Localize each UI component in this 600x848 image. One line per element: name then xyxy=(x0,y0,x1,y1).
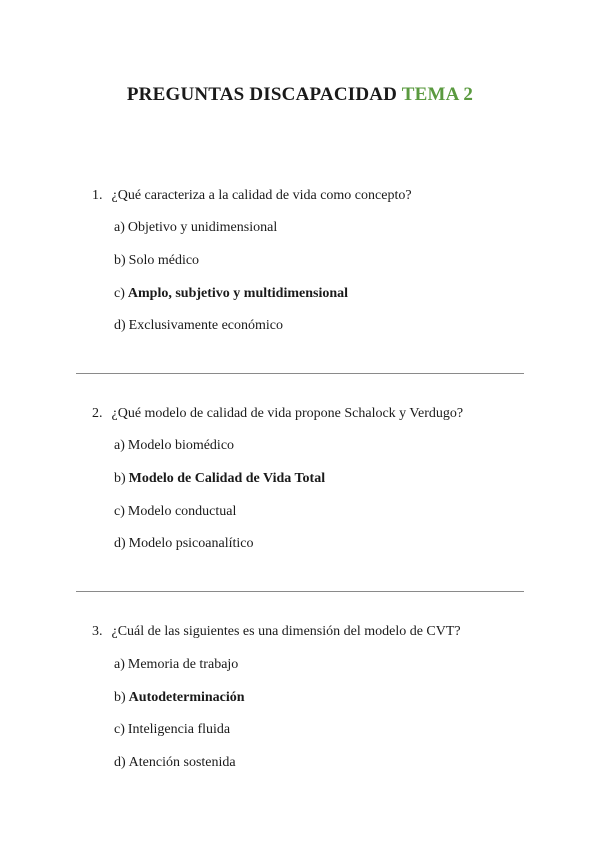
option-b xyxy=(114,251,199,271)
option-c-correct xyxy=(114,284,348,304)
option-letter: a) xyxy=(114,438,125,453)
option-letter: b) xyxy=(114,690,126,705)
option-letter: b) xyxy=(114,471,126,486)
option-text: Memoria de trabajo xyxy=(127,657,239,672)
question-prompt: ¿Qué caracteriza a la calidad de vida como concepto? xyxy=(111,188,412,203)
option-text: Autodeterminación xyxy=(128,690,245,705)
option-text: Modelo biomédico xyxy=(127,438,235,453)
option-a xyxy=(114,436,234,456)
question-2 xyxy=(92,404,552,551)
question-prompt: ¿Cuál de las siguientes es una dimensión del modelo de CVT? xyxy=(111,624,461,639)
option-letter: d) xyxy=(114,755,126,770)
divider xyxy=(76,591,524,592)
option-letter: c) xyxy=(114,286,125,301)
question-number: 3. xyxy=(92,624,103,639)
option-b-correct xyxy=(114,469,325,489)
option-b-correct xyxy=(114,688,245,708)
option-letter: a) xyxy=(114,220,125,235)
option-text: Solo médico xyxy=(128,253,200,268)
title-accent: TEMA 2 xyxy=(401,84,474,105)
option-letter: b) xyxy=(114,253,126,268)
page-title xyxy=(0,84,600,106)
question-3 xyxy=(92,622,552,770)
option-text: Exclusivamente económico xyxy=(128,318,284,333)
question-1 xyxy=(92,186,552,333)
option-text: Atención sostenida xyxy=(128,755,236,770)
option-text: Inteligencia fluida xyxy=(127,722,231,737)
option-letter: d) xyxy=(114,318,126,333)
option-text: Modelo conductual xyxy=(127,504,237,519)
question-prompt: ¿Qué modelo de calidad de vida propone Schalock y Verdugo? xyxy=(111,406,464,421)
option-a xyxy=(114,655,238,675)
option-d xyxy=(114,316,283,336)
option-text: Modelo psicoanalítico xyxy=(128,536,254,551)
option-c xyxy=(114,502,236,522)
option-letter: a) xyxy=(114,657,125,672)
option-letter: c) xyxy=(114,504,125,519)
option-c xyxy=(114,720,230,740)
divider xyxy=(76,373,524,374)
option-letter: d) xyxy=(114,536,126,551)
question-number: 2. xyxy=(92,406,103,421)
option-text: Objetivo y unidimensional xyxy=(127,220,278,235)
option-a xyxy=(114,218,277,238)
question-text xyxy=(92,404,552,424)
option-letter: c) xyxy=(114,722,125,737)
question-text xyxy=(92,186,552,206)
title-main: PREGUNTAS DISCAPACIDAD xyxy=(126,84,398,105)
option-text: Modelo de Calidad de Vida Total xyxy=(128,471,326,486)
option-d xyxy=(114,753,236,773)
option-d xyxy=(114,534,253,554)
question-number: 1. xyxy=(92,188,103,203)
question-text xyxy=(92,622,552,642)
option-text: Amplo, subjetivo y multidimensional xyxy=(127,286,349,301)
